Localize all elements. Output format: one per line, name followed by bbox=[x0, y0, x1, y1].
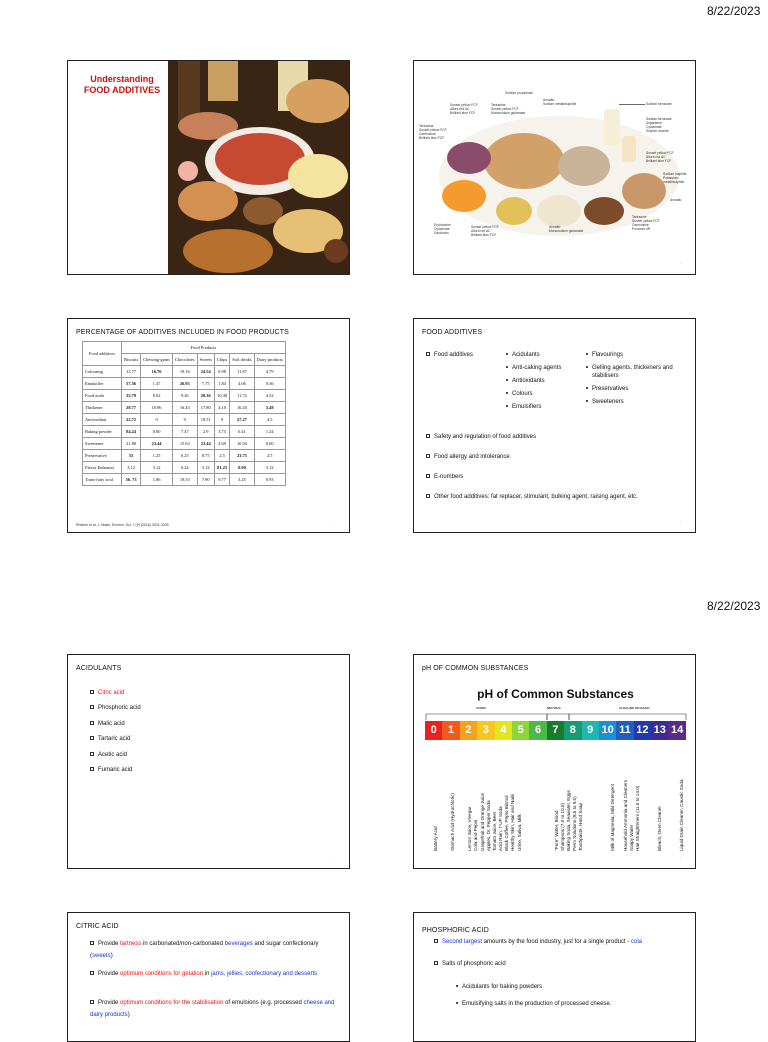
ph-cell: 13 bbox=[651, 721, 668, 740]
checkbox-icon bbox=[90, 767, 94, 771]
table-cell: 9 bbox=[214, 414, 229, 426]
table-cell: 8.98 bbox=[214, 366, 229, 378]
table-cell: 2.5 bbox=[214, 450, 229, 462]
table-cell: 23.75 bbox=[230, 450, 254, 462]
list-item: Second largest amounts by the food industry, just for a single product - cola bbox=[434, 938, 642, 946]
substance-label: Hair Straighteners (11.5 to 14.0) bbox=[635, 785, 640, 851]
table-cell: 18.51 bbox=[197, 414, 214, 426]
row-label: Thickener bbox=[83, 402, 122, 414]
table-cell: 22.72 bbox=[122, 414, 141, 426]
table-cell: 3.73 bbox=[214, 426, 229, 438]
page-number: · bbox=[333, 855, 335, 860]
slide-title: pH OF COMMON SUBSTANCES bbox=[422, 665, 529, 672]
list-item: Salts of phosphoric acid bbox=[434, 960, 506, 968]
table-cell: 4.32 bbox=[254, 390, 285, 402]
additive-label: Erythrosine Cyclamate Saccharin bbox=[434, 223, 451, 235]
substance-label: Shampoos (7.0 to 10.0) bbox=[560, 802, 565, 851]
bullet-icon bbox=[506, 405, 508, 407]
row-label: Trans-fatty acid bbox=[83, 474, 122, 486]
checkbox-icon bbox=[426, 474, 430, 478]
table-cell: 23.44 bbox=[197, 438, 214, 450]
slide-8 bbox=[413, 912, 696, 1042]
table-cell: 1.25 bbox=[141, 450, 173, 462]
substance-label: Soapy Water bbox=[629, 824, 634, 851]
neutral-label: NEUTRAL bbox=[547, 706, 562, 710]
table-cell: 4.5 bbox=[254, 414, 285, 426]
checkbox-icon bbox=[90, 971, 94, 975]
bullet-icon bbox=[456, 1002, 458, 1004]
page-number: · bbox=[333, 519, 335, 524]
ph-cell: 0 bbox=[425, 721, 442, 740]
table-cell: 11.72 bbox=[230, 390, 254, 402]
table-cell: 1.24 bbox=[254, 426, 285, 438]
table-cell: 19,53 bbox=[173, 474, 198, 486]
ph-cell: 12 bbox=[634, 721, 651, 740]
table-cell: 4.06 bbox=[230, 378, 254, 390]
additive-label: Sunset yellow FCF Allura red AC Brilliant blue FCF bbox=[450, 103, 478, 115]
table-cell: 7.90 bbox=[197, 474, 214, 486]
food-illustration bbox=[168, 61, 350, 275]
table-header: Dairy products bbox=[254, 354, 285, 366]
table-header: Food Products bbox=[122, 342, 286, 354]
substance-label: Perm Solutions (8.5 to 9.5) bbox=[572, 796, 577, 851]
table-cell: 1.47 bbox=[141, 378, 173, 390]
table-cell: 3.12 bbox=[141, 462, 173, 474]
checkbox-icon bbox=[426, 494, 430, 498]
acidulant-list bbox=[90, 686, 141, 778]
list-item: Provide optimum conditions for the stabilisation of emulsions (e.g. processed cheese and dairy products) bbox=[90, 1000, 335, 1018]
slide-2 bbox=[413, 60, 696, 275]
table-cell: 4.79 bbox=[254, 366, 285, 378]
bullet-icon bbox=[586, 366, 588, 368]
date-label: 8/22/2023 bbox=[707, 599, 761, 613]
substance-label: Stomach Acid (Hydrochloric) bbox=[450, 793, 455, 851]
table-cell: 84.24 bbox=[122, 426, 141, 438]
checkbox-icon bbox=[90, 736, 94, 740]
table-cell: 5.48 bbox=[254, 402, 285, 414]
substance-label: Baking Soda, Seawater, Eggs bbox=[566, 790, 571, 851]
substance-label: Urine, Saliva, Milk bbox=[517, 814, 522, 851]
table-cell: 3.12 bbox=[197, 462, 214, 474]
table-cell: 55 bbox=[122, 450, 141, 462]
substance-label: Household Ammonia and Cleaners bbox=[623, 780, 628, 851]
additive-label: Tartrazine Sunset yellow FCF Monosodium glutamate bbox=[491, 103, 526, 115]
ph-cell: 11 bbox=[616, 721, 633, 740]
list-item: Acidulants for baking powders bbox=[456, 979, 611, 996]
table-row bbox=[83, 414, 286, 426]
table-cell: 9.77 bbox=[214, 474, 229, 486]
list-item: Provide tartness in carbonated/non-carbonated beverages and sugar confectionary (sweets) bbox=[90, 941, 319, 959]
list-item: Food additives bbox=[426, 351, 473, 359]
row-label: Emulsifier bbox=[83, 378, 122, 390]
table-cell: 7.47 bbox=[173, 426, 198, 438]
additive-label: Tartrazine Sunset yellow FCF Carmoisine Ponceau 4R bbox=[632, 215, 660, 231]
food-photo bbox=[168, 61, 350, 275]
table-row bbox=[83, 474, 286, 486]
table-cell: 3.25 bbox=[230, 474, 254, 486]
bullet-icon bbox=[506, 366, 508, 368]
table-cell: 19.16 bbox=[173, 366, 198, 378]
table-row bbox=[83, 402, 286, 414]
additive-label: Annatto Sodium metabisulphite bbox=[543, 98, 577, 106]
page-number: · bbox=[679, 261, 681, 266]
slide-title bbox=[76, 74, 168, 96]
list-item: Food allergy and intolerance bbox=[426, 453, 510, 461]
substance-label: Healthy Skin, Hair and Nails bbox=[510, 793, 515, 851]
additive-label: Annatto bbox=[670, 198, 682, 202]
checkbox-icon bbox=[434, 961, 438, 965]
sub-list bbox=[456, 979, 611, 1013]
table-cell: 10.94 bbox=[230, 438, 254, 450]
table-header: Chips bbox=[214, 354, 229, 366]
list-item: Antioxidants bbox=[506, 377, 561, 385]
table-row bbox=[83, 390, 286, 402]
slide-3 bbox=[67, 318, 350, 533]
table-cell: 4.10 bbox=[214, 402, 229, 414]
table-cell: 2.5 bbox=[254, 450, 285, 462]
table-row bbox=[83, 378, 286, 390]
table-cell: 0.00 bbox=[254, 438, 285, 450]
page-number: · bbox=[679, 855, 681, 860]
bullet-icon bbox=[586, 387, 588, 389]
checkbox-icon bbox=[90, 690, 94, 694]
additive-label: Annatto Monosodium glutamate bbox=[549, 225, 584, 233]
bullet-icon bbox=[586, 353, 588, 355]
table-cell: 23.44 bbox=[141, 438, 173, 450]
table-header: Soft drinks bbox=[230, 354, 254, 366]
table-cell: 0.00 bbox=[141, 426, 173, 438]
substance-label: Grapefruit and Orange Juice bbox=[480, 793, 485, 851]
table-cell: 9.26 bbox=[173, 390, 198, 402]
additive-label: Sodium sulphite Potassium metabisulphite bbox=[663, 172, 687, 184]
date-label: 8/22/2023 bbox=[707, 4, 761, 18]
table-cell: 24.54 bbox=[197, 366, 214, 378]
ph-cell: 5 bbox=[512, 721, 529, 740]
table-cell: 7.75 bbox=[197, 378, 214, 390]
list-item: E-numbers bbox=[426, 473, 463, 481]
table-cell: 8.02 bbox=[141, 390, 173, 402]
substance-label: Black Coffee, Pepto Bismol bbox=[504, 795, 509, 851]
bullet-icon bbox=[586, 400, 588, 402]
list-item: Fumaric acid bbox=[90, 763, 141, 778]
substance-label: Milk of Magnesia, Mild Detergent bbox=[610, 784, 615, 851]
list-item: Gelling agents, thickeners and stabilisers bbox=[586, 364, 691, 380]
list-item: Sweeteners bbox=[586, 398, 691, 406]
substance-label: Apples, Dr. Pepper Soda bbox=[486, 800, 491, 851]
additive-label: Sodium propionate bbox=[505, 91, 533, 95]
ph-cell: 8 bbox=[564, 721, 581, 740]
table-cell: 10.49 bbox=[214, 390, 229, 402]
list-item: Provide optimum conditions for gelation in jams, jellies, confectionary and desserts bbox=[90, 968, 340, 980]
bullet-icon bbox=[506, 392, 508, 394]
list-item: Malic acid bbox=[90, 717, 141, 732]
slide-5 bbox=[67, 654, 350, 869]
additive-list-col2 bbox=[586, 351, 691, 406]
table-cell: 15.63 bbox=[173, 438, 198, 450]
table-cell: 35.79 bbox=[122, 390, 141, 402]
table-cell: 16.76 bbox=[141, 366, 173, 378]
additive-label: Sunset yellow FCF Allura red AC Brilliant blue FCF bbox=[646, 151, 674, 163]
list-item: Acetic acid bbox=[90, 748, 141, 763]
table-cell: 13.77 bbox=[122, 366, 141, 378]
substance-label: Acid Rain, 7-UP Soda bbox=[498, 806, 503, 851]
slide-title: CITRIC ACID bbox=[76, 923, 119, 930]
table-row bbox=[83, 438, 286, 450]
bullet-icon bbox=[506, 379, 508, 381]
row-label: Sweetener bbox=[83, 438, 122, 450]
additive-label: Tartrazine Sunset yellow FCF Carmoisine Brilliant blue FCF bbox=[419, 124, 447, 140]
substance-label: Liquid Drain Cleaner, Caustic Soda bbox=[679, 779, 684, 851]
slide-1 bbox=[67, 60, 350, 275]
table-cell: 10.96 bbox=[141, 402, 173, 414]
list-item: Safety and regulation of food additives bbox=[426, 433, 536, 441]
substance-label: Bleach, Oven Cleaner bbox=[657, 806, 662, 851]
table-cell: 28.77 bbox=[122, 402, 141, 414]
additive-label: Sodium benzoate Aspartame Cyclamate Sulphur dioxide bbox=[646, 117, 672, 133]
checkbox-icon bbox=[426, 352, 430, 356]
checkbox-icon bbox=[426, 454, 430, 458]
table-cell: 20.36 bbox=[197, 390, 214, 402]
table-cell: 57.56 bbox=[122, 378, 141, 390]
table-cell: 0.00 bbox=[230, 462, 254, 474]
table-cell: 8.75 bbox=[197, 450, 214, 462]
chart-title: pH of Common Substances bbox=[477, 687, 634, 701]
checkbox-icon bbox=[426, 434, 430, 438]
table-cell: 11.87 bbox=[230, 366, 254, 378]
slide-title: PHOSPHORIC ACID bbox=[422, 927, 489, 934]
table-cell: 6.24 bbox=[173, 462, 198, 474]
slide-title: ACIDULANTS bbox=[76, 665, 122, 672]
list-item: Citric acid bbox=[90, 686, 141, 701]
table-header: Sweets bbox=[197, 354, 214, 366]
table-header: Chewing-gums bbox=[141, 354, 173, 366]
title-line: FOOD ADDITIVES bbox=[83, 85, 161, 95]
additives-table bbox=[82, 341, 286, 486]
ph-cell: 2 bbox=[460, 721, 477, 740]
table-cell: 0.36 bbox=[254, 378, 285, 390]
list-item: Anti-caking agents bbox=[506, 364, 561, 372]
additive-label: Sunset yellow FCF Allura red AC Brilliant blue FCF bbox=[471, 225, 499, 237]
slide-6 bbox=[413, 654, 696, 869]
table-cell: 4.69 bbox=[214, 438, 229, 450]
substance-label: Tomato Juice, Beer bbox=[492, 811, 497, 851]
table-cell: 1.86 bbox=[141, 474, 173, 486]
ph-cell: 3 bbox=[477, 721, 494, 740]
row-label: Food acids bbox=[83, 390, 122, 402]
list-item: Phosphoric acid bbox=[90, 701, 141, 716]
ph-cell: 14 bbox=[668, 721, 685, 740]
checkbox-icon bbox=[90, 721, 94, 725]
table-cell: 3.12 bbox=[122, 462, 141, 474]
additive-list-col1 bbox=[506, 351, 561, 411]
table-cell: 26.93 bbox=[173, 378, 198, 390]
additives-food-diagram bbox=[414, 61, 696, 275]
table-header: Chocolates bbox=[173, 354, 198, 366]
table-cell: 6.25 bbox=[173, 450, 198, 462]
checkbox-icon bbox=[90, 752, 94, 756]
table-row bbox=[83, 450, 286, 462]
ph-cell: 7 bbox=[547, 721, 564, 740]
list-item: Colours bbox=[506, 390, 561, 398]
checkbox-icon bbox=[90, 941, 94, 945]
row-label: Colouring bbox=[83, 366, 122, 378]
list-item: Other food additives: fat replacer, stimulant, bulking agent, raising agent, etc. bbox=[426, 493, 638, 501]
slide-7 bbox=[67, 912, 350, 1042]
bullet-icon bbox=[506, 353, 508, 355]
table-cell: 17.80 bbox=[197, 402, 214, 414]
substance-label: Lemon Juice, Vinegar bbox=[467, 806, 472, 851]
table-cell: 9 bbox=[141, 414, 173, 426]
row-label: Preservative bbox=[83, 450, 122, 462]
list-item: Flavourings bbox=[586, 351, 691, 359]
table-row bbox=[83, 426, 286, 438]
row-label: Antioxidant bbox=[83, 414, 122, 426]
acidic-label: ACIDIC bbox=[476, 706, 487, 710]
table-header: Biscuits bbox=[122, 354, 141, 366]
citation: Rhaiem et al, J. Mater. Environ. Sci. 7 (9) (2016) 3331-3339 bbox=[76, 523, 169, 527]
ph-cell: 4 bbox=[495, 721, 512, 740]
table-cell: 0.93 bbox=[254, 474, 285, 486]
table-row bbox=[83, 462, 286, 474]
slide-4 bbox=[413, 318, 696, 533]
table-cell: 81.25 bbox=[214, 462, 229, 474]
slide-title: PERCENTAGE OF ADDITIVES INCLUDED IN FOOD PRODUCTS bbox=[76, 329, 289, 336]
ph-cell: 9 bbox=[582, 721, 599, 740]
substance-label: Toothpaste, Hand Soap bbox=[578, 802, 583, 851]
substance-label: "Pure" Water, Blood bbox=[554, 810, 559, 851]
table-cell: 16.43 bbox=[173, 402, 198, 414]
list-item: Emulsifiers bbox=[506, 403, 561, 411]
ph-cell: 1 bbox=[442, 721, 459, 740]
table-cell: 27.27 bbox=[230, 414, 254, 426]
table-cell: 0.41 bbox=[230, 426, 254, 438]
ph-scale bbox=[425, 721, 686, 740]
list-item: Tartaric acid bbox=[90, 732, 141, 747]
table-cell: 2.9 bbox=[197, 426, 214, 438]
list-item: Preservatives bbox=[586, 385, 691, 393]
page-number: · bbox=[679, 519, 681, 524]
table-header: Food additives bbox=[83, 342, 122, 366]
table-cell: 3.12 bbox=[254, 462, 285, 474]
table-cell: 16.43 bbox=[230, 402, 254, 414]
additive-label: Sodium benzoate bbox=[646, 102, 672, 106]
table-row bbox=[83, 366, 286, 378]
bullet-icon bbox=[456, 985, 458, 987]
slide-title: FOOD ADDITIVES bbox=[422, 329, 483, 336]
list-item: Acidulants bbox=[506, 351, 561, 359]
substance-label: Battery Acid bbox=[433, 826, 438, 851]
table-cell: 21.88 bbox=[122, 438, 141, 450]
row-label: Flavor Enhancer bbox=[83, 462, 122, 474]
title-line: Understanding bbox=[90, 74, 154, 84]
checkbox-icon bbox=[90, 705, 94, 709]
row-label: Baking powder bbox=[83, 426, 122, 438]
pointer-line bbox=[619, 104, 645, 105]
substance-label: Cola and Pepsi bbox=[473, 819, 478, 851]
checkbox-icon bbox=[90, 1000, 94, 1004]
table-cell: 56. 73 bbox=[122, 474, 141, 486]
checkbox-icon bbox=[434, 939, 438, 943]
ph-cell: 10 bbox=[599, 721, 616, 740]
alkaline-label: ALKALINE OR BASIC bbox=[619, 706, 650, 710]
ph-cell: 6 bbox=[529, 721, 546, 740]
list-item: Emulsifying salts in the production of processed cheese. bbox=[456, 996, 611, 1013]
table-cell: 1.84 bbox=[214, 378, 229, 390]
table-cell: 9 bbox=[173, 414, 198, 426]
